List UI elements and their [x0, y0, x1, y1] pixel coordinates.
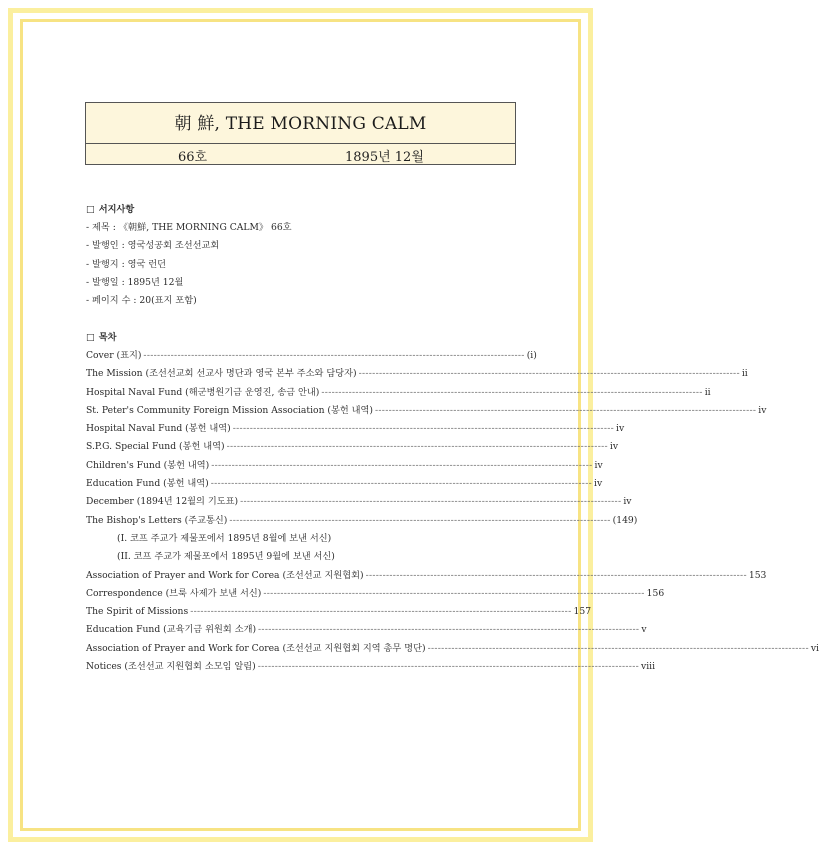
toc-entry[interactable]: S.P.G. Special Fund (봉헌 내역) ---------------------------------------------------------------------------------------------------------------- iv — [86, 441, 619, 453]
issue-date: 1895년 12월 — [345, 150, 424, 165]
issue-date-row — [86, 144, 515, 165]
toc-entry[interactable]: Cover (표지) ---------------------------------------------------------------------------------------------------------------- (i) — [86, 350, 537, 361]
bibliography-line: - 발행지 : 영국 런던 — [86, 258, 167, 270]
toc-entry[interactable]: The Bishop's Letters (주교통신) ---------------------------------------------------------------------------------------------------------------- (149) — [86, 514, 638, 526]
bibliography-line: - 발행일 : 1895년 12월 — [86, 276, 184, 288]
bibliography-line: - 제목 : 《朝鮮, THE MORNING CALM》 66호 — [86, 222, 292, 233]
publication-title: 朝 鮮, THE MORNING CALM — [86, 103, 515, 144]
bibliography-heading-label: 서지사항 — [98, 204, 135, 215]
toc-sub-entry[interactable]: (II. 코프 주교가 제물포에서 1895년 9월에 보낸 서신) — [117, 551, 335, 563]
toc-heading — [86, 329, 516, 347]
toc-entry[interactable]: Children's Fund (봉헌 내역) ---------------------------------------------------------------------------------------------------------------- iv — [86, 459, 603, 471]
bibliography-line: - 발행인 : 영국성공회 조선선교회 — [86, 240, 220, 252]
toc-entry[interactable]: Correspondence (브룩 사제가 보낸 서신) ---------------------------------------------------------------------------------------------------------------- 156 — [86, 587, 665, 599]
checkbox-square-icon: □ — [86, 332, 95, 343]
toc-heading-label: 목차 — [98, 332, 117, 343]
toc-entry[interactable]: Association of Prayer and Work for Corea (조선선교 지원협회) ---------------------------------------------------------------------------------------------------------------- 153 — [86, 569, 767, 581]
toc-entry[interactable]: December (1894년 12월의 기도표) ---------------------------------------------------------------------------------------------------------------- iv — [86, 496, 632, 508]
toc-entry[interactable]: Notices (조선선교 지원협회 소모임 알림) ---------------------------------------------------------------------------------------------------------------- viii — [86, 661, 656, 673]
toc-entry[interactable]: Hospital Naval Fund (해군병원기금 운영진, 송금 안내) ---------------------------------------------------------------------------------------------------------------- ii — [86, 386, 711, 398]
toc-entry[interactable]: St. Peter's Community Foreign Mission Association (봉헌 내역) ---------------------------------------------------------------------------------------------------------------- iv — [86, 404, 767, 416]
toc-entry[interactable]: The Mission (조선선교회 선교사 명단과 영국 본부 주소와 담당자) ---------------------------------------------------------------------------------------------------------------- ii — [86, 368, 748, 380]
toc-entry[interactable]: Hospital Naval Fund (봉헌 내역) ---------------------------------------------------------------------------------------------------------------- iv — [86, 423, 625, 435]
title-box — [85, 102, 516, 165]
toc-entry[interactable]: Education Fund (봉헌 내역) ---------------------------------------------------------------------------------------------------------------- iv — [86, 478, 603, 490]
checkbox-square-icon: □ — [86, 204, 95, 215]
bibliography-line: - 페이지 수 : 20(표지 포함) — [86, 295, 197, 307]
table-of-contents — [86, 329, 819, 676]
toc-entry[interactable]: The Spirit of Missions ---------------------------------------------------------------------------------------------------------------- 157 — [86, 606, 592, 618]
issue-number: 66호 — [178, 150, 208, 165]
toc-sub-entry[interactable]: (I. 코프 주교가 제물포에서 1895년 8월에 보낸 서신) — [117, 532, 332, 544]
bibliography-heading — [86, 201, 516, 219]
toc-entry[interactable]: Education Fund (교육기금 위원회 소개) ---------------------------------------------------------------------------------------------------------------- v — [86, 624, 647, 636]
bibliography-section — [86, 201, 516, 310]
toc-entry[interactable]: Association of Prayer and Work for Corea (조선선교 지원협회 지역 총무 명단) ---------------------------------------------------------------------------------------------------------------- vi — [86, 642, 819, 654]
